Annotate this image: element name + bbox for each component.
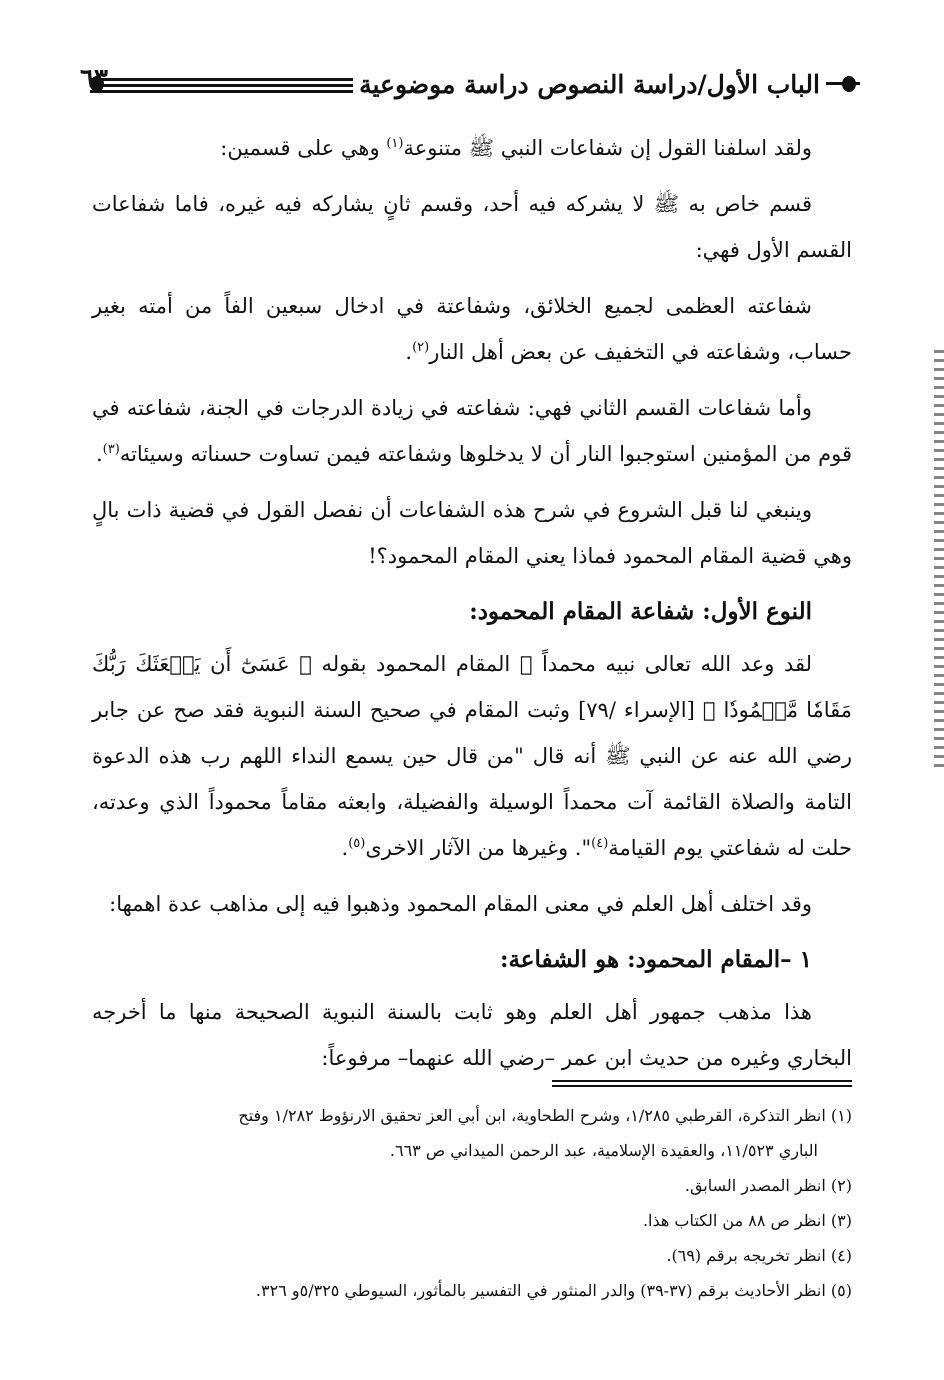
section-heading: النوع الأول: شفاعة المقام المحمود: (469, 598, 812, 625)
footnote (72, 1273, 852, 1308)
footnote-text: الباري ١١/٥٢٣، والعقيدة الإسلامية، عبد الرحمن الميداني ص ٦٦٣. (389, 1141, 818, 1160)
paragraph-text: ولقد اسلفنا القول إن شفاعات النبي ﷺ متنوعة (403, 136, 812, 160)
footnote (72, 1098, 852, 1168)
footnote-separator (552, 1080, 852, 1090)
paragraph (92, 641, 852, 871)
paragraph-text: وهي على قسمين: (220, 136, 387, 160)
footnote-text: انظر تخريجه برقم (٦٩). (666, 1246, 826, 1265)
running-title: الباب الأول/دراسة النصوص دراسة موضوعية (359, 69, 820, 99)
header-ornament-line (90, 73, 353, 95)
paragraph-text: وأما شفاعات القسم الثاني فهي: شفاعته في زيادة الدرجات في الجنة، شفاعته في قوم من المؤمنين استوجبوا النار أن لا يدخلوها وشفاعته فيمن تساوت حسناته وسيئاته (92, 396, 852, 466)
scan-edge-noise (934, 350, 944, 770)
body-text (92, 125, 852, 1091)
footnote-number: (٢) (830, 1176, 852, 1195)
paragraph (92, 125, 852, 171)
footnote (72, 1238, 852, 1273)
footnote (72, 1168, 852, 1203)
paragraph (92, 385, 852, 477)
paragraph: وينبغي لنا قبل الشروع في شرح هذه الشفاعات أن نفصل القول في قضية ذات بالٍ وهي قضية المقام المحمود فماذا يعني المقام المحمود؟! (92, 498, 852, 568)
footnote-text: انظر الأحاديث برقم (٣٧-٣٩) والدر المنثور في التفسير بالمأثور، السيوطي ٥/٣٢٥و ٣٢٦. (255, 1281, 826, 1300)
footnote-number: (١) (830, 1106, 852, 1125)
paragraph-text: لقد وعد الله تعالى نبيه محمداً ﷺ المقام المحمود بقوله ﴿ عَسَىٰٓ أَن يَبۡعَثَكَ رَبُّكَ مَقَامٗا مَّحۡمُودٗا ﴾ [الإسراء /٧٩] وثبت المقام في صحيح السنة النبوية فقد صح عن جابر رضي الله عنه عن النبي ﷺ أنه قال "من قال حين يسمع النداء اللهم رب هذه الدعوة التامة والصلاة القائمة آت محمداً الوسيلة والفضيلة، وابعثه مقاماً محموداً الذي وعدته، حلت له شفاعتي يوم القيامة (92, 652, 852, 860)
paragraph: وقد اختلف أهل العلم في معنى المقام المحمود وذهبوا فيه إلى مذاهب عدة اهمها: (109, 892, 812, 916)
page-number: ٦٣ (80, 64, 108, 94)
footnote-ref: (٢) (412, 340, 430, 355)
footnote-ref: (١) (386, 136, 404, 151)
paragraph (92, 283, 852, 375)
paragraph-text: . (405, 340, 413, 364)
footnote (72, 1203, 852, 1238)
footnote-ref: (٥) (348, 836, 366, 851)
footnote-ref: (٤) (591, 836, 609, 851)
footnotes (72, 1098, 852, 1308)
footnote-text: انظر ص ٨٨ من الكتاب هذا. (642, 1211, 826, 1230)
paragraph: هذا مذهب جمهور أهل العلم وهو ثابت بالسنة النبوية الصحيحة منها ما أخرجه البخاري وغيره من حديث ابن عمر –رضي الله عنهما– مرفوعاً: (92, 1000, 852, 1070)
footnote-ref: (٣) (102, 442, 120, 457)
footnote-number: (٤) (830, 1246, 852, 1265)
paragraph-text: ". وغيرها من الآثار الاخرى (365, 836, 592, 860)
footnote-text: انظر التذكرة، القرطبي ١/٢٨٥، وشرح الطحاوية، ابن أبي العز تحقيق الارنؤوط ١/٢٨٢ وفتح (238, 1106, 826, 1125)
paragraph-text: شفاعته العظمى لجميع الخلائق، وشفاعتة في ادخال سبعين الفاً من أمته بغير حساب، وشفاعته في التخفيف عن بعض أهل النار (92, 294, 852, 364)
header-ornament-right (826, 73, 860, 95)
footnote-text: انظر المصدر السابق. (684, 1176, 826, 1195)
paragraph-text: . (341, 836, 349, 860)
paragraph-text: . (95, 442, 103, 466)
page-header (80, 62, 860, 106)
section-heading: ١ –المقام المحمود: هو الشفاعة: (499, 946, 812, 973)
paragraph: قسم خاص به ﷺ لا يشركه فيه أحد، وقسم ثانٍ يشاركه فيه غيره، فاما شفاعات القسم الأول فهي: (92, 192, 852, 262)
footnote-number: (٥) (830, 1281, 852, 1300)
footnote-number: (٣) (830, 1211, 852, 1230)
